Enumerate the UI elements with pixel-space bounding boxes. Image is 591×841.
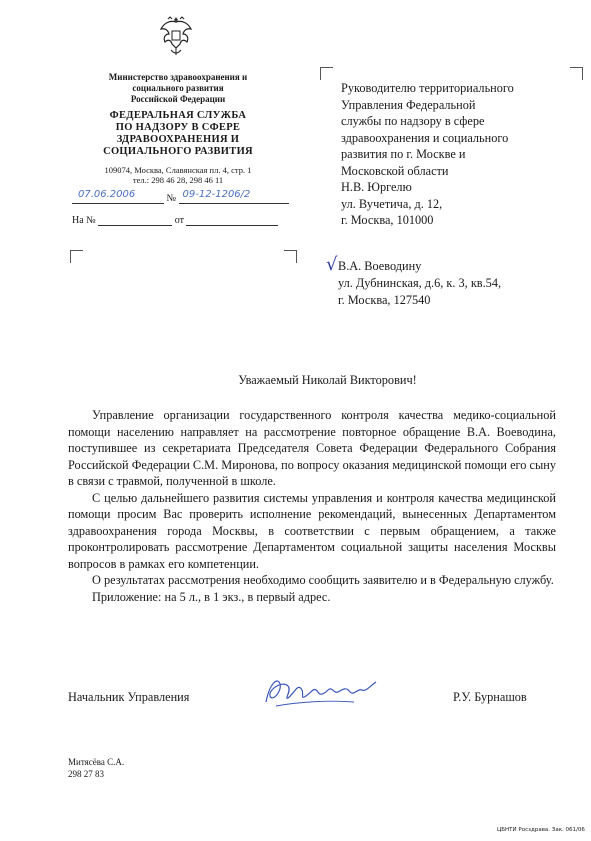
signatory-name: Р.У. Бурнашов bbox=[453, 690, 527, 704]
addressee-block: В.А. Воеводину ул. Дубнинская, д.6, к. 3, кв.54, г. Москва, 127540 bbox=[338, 259, 502, 307]
paragraph: Управление организации государственного контроля качества медико-социальной помощи населению направляет на рассмотрение повторное обращение В.А. Воеводина, поступившее из секретариата Председателя Совета Федерации Федерального Собрания Российской Федерации С.М. Миронова, по вопросу оказания медицинской помощи его сыну в связи с травмой, полученной в школе. bbox=[68, 408, 556, 488]
paragraph: Приложение: на 5 л., в 1 экз., в первый адрес. bbox=[92, 589, 331, 604]
corner-mark-top-left bbox=[320, 67, 333, 80]
reference-prefix: На № bbox=[72, 215, 96, 226]
footer-code: ЦБНТИ Росздрава. Зак. 061/06 bbox=[497, 827, 585, 833]
recipient-block: Руководителю территориального Управления Федеральной службы по надзору в сфере здравоохранения и социального развития по г. Москве и Московской области Н.В. Юргелю ул. Вучетича, д. 12, г. Москва, 101000 bbox=[341, 81, 514, 227]
performer-block bbox=[68, 757, 124, 780]
sender-address: 109074, Москва, Славянская пл. 4, стр. 1 тел.: 298 46 28, 298 46 11 bbox=[104, 165, 252, 185]
paragraph: О результатах рассмотрения необходимо сообщить заявителю и в Федеральную службу. bbox=[92, 573, 554, 587]
corner-mark-top-right bbox=[570, 67, 583, 80]
letter-body bbox=[68, 407, 556, 605]
reference-from: от bbox=[174, 215, 184, 226]
signatory-title: Начальник Управления bbox=[68, 690, 190, 704]
performer-phone: 298 27 83 bbox=[68, 768, 104, 779]
greeting: Уважаемый Николай Викторович! bbox=[238, 373, 417, 387]
ministry-name: Министерство здравоохранения и социального развития Российской Федерации bbox=[108, 72, 248, 104]
reference-line bbox=[72, 215, 302, 226]
registration-date: 07.06.2006 bbox=[78, 189, 136, 200]
registration-number: 09-12-1206/2 bbox=[182, 189, 251, 200]
paragraph: С целью дальнейшего развития системы управления и контроля качества медицинской помощи просим Вас проверить исполнение рекомендаций, вынесенных Департаментом здравоохранения города Москвы, в соответствии с первым обращением, а также проконтролировать рассмотрение Департаментом социальной защиты населения Москвы вопросов в рамках его компетенции. bbox=[68, 490, 556, 571]
check-mark: √ bbox=[326, 254, 338, 275]
coat-of-arms-icon bbox=[159, 14, 193, 58]
number-sign: № bbox=[166, 193, 177, 204]
corner-mark-left-top-right bbox=[284, 250, 297, 263]
performer-name: Митясёва С.А. bbox=[68, 757, 125, 767]
handwritten-signature bbox=[258, 672, 388, 712]
service-name: ФЕДЕРАЛЬНАЯ СЛУЖБА ПО НАДЗОРУ В СФЕРЕ ЗДРАВООХРАНЕНИЯ И СОЦИАЛЬНОГО РАЗВИТИЯ bbox=[103, 110, 253, 157]
registration-line bbox=[72, 189, 302, 204]
corner-mark-left-top-left bbox=[70, 250, 83, 263]
